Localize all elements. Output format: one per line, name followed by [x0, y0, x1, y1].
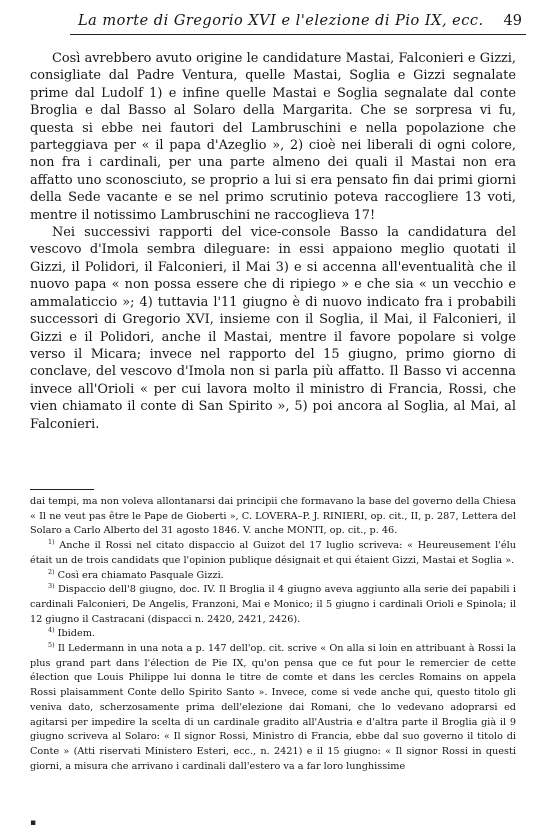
footnotes — [30, 495, 516, 774]
footnote — [30, 539, 516, 568]
footnote — [30, 627, 516, 642]
footnote-marker: 3) — [48, 581, 55, 590]
footnote-text: Il Ledermann in una nota a p. 147 dell'op. cit. scrive « On alla si loin en attribuant à Rossi la plus grand part dans l'élection de Pie IX, qu'on pensa que ce fut pour le remercier de cette élection que Louis Philippe lui donna le titre de comte et dans les cercles Romains on appela Rossi plaisamment Conte dello Spirito Santo ». Invece, come si vede anche qui, questo titolo gli veniva dato, scherzosamente prima dell'elezione dai Romani, che lo vedevano adoprarsi ed agitarsi per impedire la scelta di un cardinale gradito all'Austria e d'altra parte il Broglia già il 9 giugno scriveva al Solaro: « Il signor Rossi, Ministro di Francia, ebbe dal suo governo il titolo di Conte » (Atti riservati Ministero Esteri, ecc., n. 2421) e il 15 giugno: « Il signor Rossi in questi giorni, a misura che arrivano i cardinali dall'estero va a far loro lunghissime — [30, 643, 516, 772]
footnote-text: Così era chiamato Pasquale Gizzi. — [57, 569, 224, 581]
footnote-text: Anche il Rossi nel citato dispaccio al Guizot del 17 luglio scriveva: « Heureusement l'élu était un de trois candidats que l'opinion publique désignait et qui étaient Gizzi, Mastai et Soglia ». — [30, 540, 516, 566]
footnote-text: Ibidem. — [57, 628, 95, 640]
footnote-marker: 2) — [48, 567, 55, 576]
footnote — [30, 569, 516, 584]
footnote — [30, 642, 516, 774]
paragraph: Così avrebbero avuto origine le candidature Mastai, Falconieri e Gizzi, consigliate dal Padre Ventura, quelle Mastai, Soglia e Gizzi segnalate prime dal Ludolf 1) e infine quelle Mastai e Soglia segnalate dal conte Broglia e dal Basso al Solaro della Margarita. Che se sorpresa vi fu, questa si ebbe nei fautori del Lambruschini e nella popolazione che parteggiava per « il papa d'Azeglio », 2) cioè nei liberali di ogni colore, non fra i cardinali, per una parte almeno dei quali il Mastai non era affatto uno sconosciuto, se proprio a lui si era pensato fin dai primi giorni della Sede vacante e se nel primo scrutinio poteva raccogliere 13 voti, mentre il notissimo Lambruschini ne raccoglieva 17! — [30, 51, 516, 223]
running-title: La morte di Gregorio XVI e l'elezione di Pio IX, ecc. — [78, 13, 484, 29]
paragraph: Nei successivi rapporti del vice-console Basso la candidatura del vescovo d'Imola sembra dileguare: in essi appaiono meglio quotati il Gizzi, il Polidori, il Falconieri, il Mai 3) e si accenna all'eventualità che il nuovo papa « non possa essere che di ripiego » e che sia « un vecchio e ammalaticcio »; 4) tuttavia l'11 giugno è di nuovo indicato fra i probabili successori di Gregorio XVI, insieme con il Soglia, il Mai, il Falconieri, il Gizzi e il Polidori, anche il Mastai, mentre il favore popolare si volge verso il Micara; invece nel rapporto del 15 giugno, primo giorno di conclave, del vescovo d'Imola non si parla più affatto. Il Basso vi accenna invece all'Orioli « per cui lavora molto il ministro di Francia, Rossi, che vien chiamato il conte di San Spirito », 5) poi ancora al Soglia, al Mai, al Falconieri. — [30, 225, 516, 432]
footnote-text: Dispaccio dell'8 giugno, doc. IV. Il Broglia il 4 giugno aveva aggiunto alla serie dei papabili i cardinali Falconieri, De Angelis, Franzoni, Mai e Monico; il 5 giugno i cardinali Orioli e Spinola; il 12 giugno il Castracani (dispacci n. 2420, 2421, 2426). — [30, 584, 516, 625]
footnote-continuation: dai tempi, ma non voleva allontanarsi dai principii che formavano la base del governo della Chiesa « Il ne veut pas être le Pape de Gioberti », C. LOVERA–P. J. RINIERI, op. cit., II, p. 287, Lettera del Solaro a Carlo Alberto del 31 agosto 1846. V. anche MONTI, op. cit., p. 46. — [30, 496, 516, 537]
page-number: 49 — [503, 13, 522, 29]
footnote — [30, 583, 516, 627]
footnote-separator — [30, 489, 94, 490]
main-text — [30, 50, 516, 433]
footnote-marker: 4) — [48, 626, 55, 635]
footnote-marker: 5) — [48, 640, 55, 649]
footnote-marker: 1) — [48, 537, 55, 546]
page-header — [70, 8, 526, 35]
printer-mark: ▪ — [30, 818, 37, 828]
